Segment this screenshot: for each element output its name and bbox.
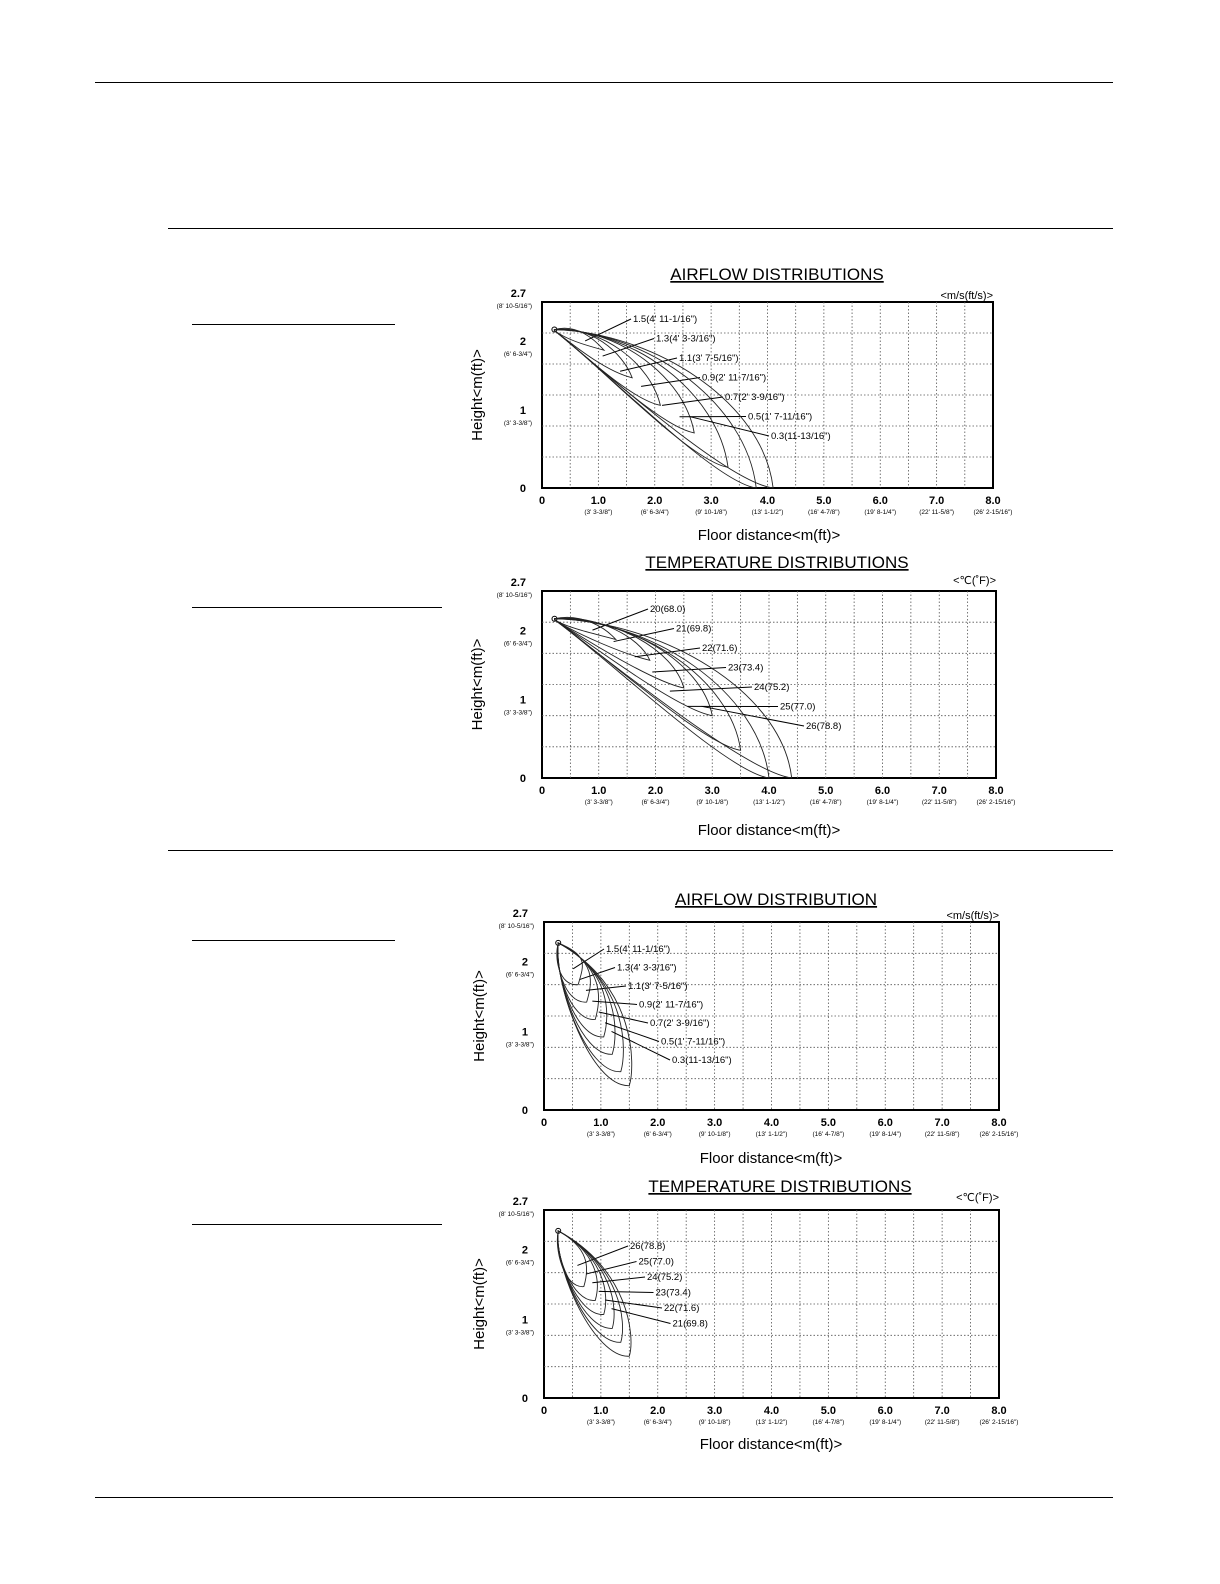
x-tick-sublabel: (3' 3-3/8") bbox=[584, 799, 613, 806]
x-tick-sublabel: (13' 1-1/2") bbox=[755, 1419, 788, 1426]
x-axis-label: Floor distance<m(ft)> bbox=[697, 527, 841, 544]
y-axis-label: Height<m(ft)> bbox=[469, 638, 486, 731]
y-tick-label: 2.7 bbox=[512, 908, 528, 920]
y-tick-label: 2 bbox=[521, 956, 528, 969]
x-tick-sublabel: (9' 10-1/8") bbox=[696, 799, 729, 806]
chart-unit: <℃(˚F)> bbox=[956, 1192, 999, 1204]
y-tick-sublabel: (6' 6-3/4") bbox=[505, 1259, 534, 1267]
x-tick-label: 0 bbox=[538, 785, 546, 797]
y-tick-label: 1 bbox=[519, 405, 526, 418]
x-tick-sublabel: (3' 3-3/8") bbox=[584, 509, 613, 516]
x-tick-label: 2.0 bbox=[650, 1117, 666, 1129]
x-tick-sublabel: (3' 3-3/8") bbox=[586, 1419, 615, 1426]
x-tick-label: 7.0 bbox=[931, 785, 947, 797]
x-tick-label: 7.0 bbox=[928, 495, 945, 507]
section-rule-1 bbox=[168, 228, 1113, 229]
x-tick-sublabel: (22' 11-5/8") bbox=[924, 1131, 960, 1138]
chart-unit: <m/s(ft/s)> bbox=[946, 910, 999, 922]
contour-line bbox=[554, 329, 632, 378]
y-tick-sublabel: (8' 10-5/16") bbox=[496, 303, 532, 310]
contour-line bbox=[554, 330, 773, 488]
contour-label: 23(73.4) bbox=[655, 1287, 691, 1299]
x-tick-label: 0 bbox=[540, 1117, 548, 1129]
x-tick-label: 5.0 bbox=[818, 785, 834, 797]
y-tick-sublabel: (3' 3-3/8") bbox=[505, 1329, 534, 1337]
y-tick-label: 0 bbox=[519, 773, 526, 785]
x-tick-label: 4.0 bbox=[763, 1405, 780, 1417]
x-tick-sublabel: (13' 1-1/2") bbox=[751, 509, 784, 516]
x-tick-sublabel: (19' 8-1/4") bbox=[866, 799, 899, 806]
contour-label: 1.5(4' 11-1/16") bbox=[633, 314, 698, 325]
x-tick-sublabel: (6' 6-3/4") bbox=[640, 509, 669, 516]
section-rule-2 bbox=[168, 850, 1113, 851]
chart-unit: <℃(˚F)> bbox=[953, 575, 996, 587]
contour-label: 1.5(4' 11-1/16") bbox=[606, 944, 671, 955]
x-tick-label: 6.0 bbox=[877, 1117, 893, 1129]
x-tick-label: 4.0 bbox=[759, 495, 776, 507]
y-tick-sublabel: (3' 3-3/8") bbox=[503, 420, 532, 428]
x-tick-label: 1.0 bbox=[593, 1117, 609, 1129]
x-tick-sublabel: (9' 10-1/8") bbox=[695, 509, 727, 516]
y-tick-label: 2 bbox=[521, 1244, 528, 1257]
contour-label: 0.7(2' 3-9/16") bbox=[650, 1018, 710, 1029]
contour-label: 0.7(2' 3-9/16") bbox=[725, 392, 785, 403]
contour-line bbox=[558, 943, 624, 1072]
contour-label: 0.9(2' 11-7/16") bbox=[639, 999, 704, 1011]
y-tick-sublabel: (6' 6-3/4") bbox=[503, 351, 532, 359]
x-tick-sublabel: (13' 1-1/2") bbox=[753, 799, 785, 806]
leader-line bbox=[641, 378, 700, 387]
y-tick-label: 2.7 bbox=[510, 577, 526, 589]
contour-label: 26(78.8) bbox=[806, 721, 842, 732]
x-axis-label: Floor distance<m(ft)> bbox=[699, 1150, 843, 1167]
x-tick-sublabel: (22' 11-5/8") bbox=[921, 799, 957, 806]
contour-label: 24(75.2) bbox=[647, 1272, 683, 1283]
y-axis-label: Height<m(ft)> bbox=[469, 349, 486, 441]
contour-label: 0.5(1' 7-11/16") bbox=[661, 1036, 726, 1048]
contour-label: 26(78.8) bbox=[630, 1241, 666, 1252]
x-tick-sublabel: (16' 4-7/8") bbox=[812, 1131, 845, 1138]
x-tick-label: 3.0 bbox=[703, 495, 719, 507]
x-tick-label: 1.0 bbox=[593, 1405, 609, 1417]
y-tick-label: 1 bbox=[521, 1026, 528, 1039]
leader-line bbox=[662, 397, 723, 405]
contour-label: 22(71.6) bbox=[702, 643, 738, 654]
x-tick-sublabel: (19' 8-1/4") bbox=[869, 1419, 902, 1426]
contour-label: 0.9(2' 11-7/16") bbox=[702, 372, 767, 384]
x-tick-sublabel: (16' 4-7/8") bbox=[812, 1419, 845, 1426]
x-tick-label: 3.0 bbox=[706, 1117, 723, 1129]
x-tick-sublabel: (26' 2-15/16") bbox=[973, 509, 1013, 516]
y-tick-sublabel: (3' 3-3/8") bbox=[505, 1041, 534, 1049]
x-tick-label: 2.0 bbox=[650, 1405, 666, 1417]
x-tick-label: 2.0 bbox=[647, 785, 664, 797]
y-tick-sublabel: (6' 6-3/4") bbox=[505, 971, 534, 979]
leader-line bbox=[599, 1291, 654, 1292]
x-tick-label: 6.0 bbox=[877, 1405, 893, 1417]
top-rule bbox=[95, 82, 1113, 83]
x-tick-sublabel: (22' 11-5/8") bbox=[924, 1419, 960, 1426]
x-tick-label: 3.0 bbox=[704, 785, 720, 797]
chart-title: AIRFLOW DISTRIBUTIONS bbox=[670, 265, 884, 284]
contour-label: 21(69.8) bbox=[676, 623, 712, 635]
x-tick-sublabel: (19' 8-1/4") bbox=[869, 1131, 902, 1138]
leader-line bbox=[592, 1277, 645, 1283]
contour-label: 22(71.6) bbox=[664, 1303, 700, 1314]
x-tick-sublabel: (13' 1-1/2") bbox=[755, 1131, 788, 1138]
x-tick-sublabel: (26' 2-15/16") bbox=[979, 1419, 1019, 1426]
x-tick-sublabel: (16' 4-7/8") bbox=[809, 799, 842, 806]
x-tick-label: 5.0 bbox=[816, 495, 832, 507]
contour-line bbox=[558, 1231, 598, 1301]
leader-line bbox=[612, 1309, 671, 1324]
y-tick-label: 1 bbox=[519, 694, 526, 707]
x-tick-sublabel: (16' 4-7/8") bbox=[808, 509, 840, 516]
contour-label: 25(77.0) bbox=[780, 701, 816, 713]
contour-label: 1.1(3' 7-5/16") bbox=[679, 353, 739, 364]
x-tick-label: 6.0 bbox=[874, 785, 891, 797]
x-axis-label: Floor distance<m(ft)> bbox=[697, 822, 841, 839]
x-tick-label: 2.0 bbox=[647, 495, 663, 507]
x-tick-sublabel: (9' 10-1/8") bbox=[698, 1131, 731, 1138]
x-tick-sublabel: (9' 10-1/8") bbox=[698, 1419, 731, 1426]
y-tick-sublabel: (8' 10-5/16") bbox=[496, 592, 532, 599]
x-tick-sublabel: (26' 2-15/16") bbox=[976, 799, 1016, 806]
x-tick-label: 1.0 bbox=[591, 785, 607, 797]
contour-label: 0.3(11-13/16") bbox=[771, 431, 831, 442]
y-tick-sublabel: (6' 6-3/4") bbox=[503, 640, 532, 648]
airflow-chart-1 bbox=[0, 255, 1220, 555]
x-tick-label: 0 bbox=[538, 495, 546, 507]
chart-title: TEMPERATURE DISTRIBUTIONS bbox=[645, 553, 909, 572]
bottom-rule bbox=[95, 1497, 1113, 1498]
contour-label: 24(75.2) bbox=[754, 682, 790, 693]
contour-label: 1.3(4' 3-3/16") bbox=[656, 333, 716, 345]
y-axis-label: Height<m(ft)> bbox=[471, 970, 488, 1062]
chart-title: AIRFLOW DISTRIBUTION bbox=[674, 890, 878, 909]
x-axis-label: Floor distance<m(ft)> bbox=[699, 1436, 843, 1453]
y-tick-sublabel: (8' 10-5/16") bbox=[498, 923, 534, 930]
x-tick-label: 4.0 bbox=[763, 1117, 780, 1129]
x-tick-label: 5.0 bbox=[820, 1405, 837, 1417]
contour-label: 20(68.0) bbox=[650, 604, 686, 615]
x-tick-sublabel: (6' 6-3/4") bbox=[641, 799, 670, 806]
y-tick-label: 0 bbox=[521, 1105, 528, 1117]
x-tick-sublabel: (6' 6-3/4") bbox=[643, 1419, 672, 1426]
x-tick-label: 8.0 bbox=[988, 785, 1004, 797]
y-tick-label: 0 bbox=[519, 483, 526, 495]
x-tick-label: 6.0 bbox=[872, 495, 888, 507]
x-tick-sublabel: (26' 2-15/16") bbox=[979, 1131, 1019, 1138]
y-tick-sublabel: (8' 10-5/16") bbox=[498, 1211, 534, 1218]
x-tick-label: 5.0 bbox=[820, 1117, 837, 1129]
contour-label: 21(69.8) bbox=[672, 1318, 708, 1330]
y-tick-label: 2 bbox=[519, 336, 526, 349]
leader-line bbox=[592, 609, 648, 630]
contour-line bbox=[557, 943, 590, 1002]
temperature-chart-2 bbox=[0, 1168, 1220, 1468]
x-tick-label: 8.0 bbox=[985, 495, 1001, 507]
contour-label: 1.1(3' 7-5/16") bbox=[628, 981, 688, 992]
y-axis-label: Height<m(ft)> bbox=[471, 1258, 488, 1350]
x-tick-sublabel: (3' 3-3/8") bbox=[586, 1131, 615, 1138]
x-tick-sublabel: (22' 11-5/8") bbox=[919, 509, 955, 516]
x-tick-label: 8.0 bbox=[991, 1117, 1007, 1129]
temperature-chart-1 bbox=[0, 545, 1220, 845]
chart-unit: <m/s(ft/s)> bbox=[940, 290, 993, 302]
y-tick-label: 1 bbox=[521, 1314, 528, 1327]
x-tick-label: 0 bbox=[540, 1405, 548, 1417]
x-tick-label: 4.0 bbox=[761, 785, 777, 797]
x-tick-label: 8.0 bbox=[991, 1405, 1007, 1417]
x-tick-label: 7.0 bbox=[934, 1405, 950, 1417]
x-tick-label: 1.0 bbox=[590, 495, 607, 507]
x-tick-label: 7.0 bbox=[934, 1117, 950, 1129]
contour-label: 23(73.4) bbox=[728, 662, 764, 674]
x-tick-sublabel: (6' 6-3/4") bbox=[643, 1131, 672, 1138]
y-tick-sublabel: (3' 3-3/8") bbox=[503, 709, 532, 717]
contour-label: 1.3(4' 3-3/16") bbox=[617, 962, 677, 974]
x-tick-sublabel: (19' 8-1/4") bbox=[864, 509, 897, 516]
airflow-chart-2 bbox=[0, 880, 1220, 1180]
y-tick-label: 0 bbox=[521, 1393, 528, 1405]
contour-line bbox=[558, 1231, 631, 1356]
contour-label: 0.3(11-13/16") bbox=[672, 1055, 732, 1066]
x-tick-label: 3.0 bbox=[706, 1405, 723, 1417]
chart-title: TEMPERATURE DISTRIBUTIONS bbox=[648, 1177, 912, 1196]
y-tick-label: 2.7 bbox=[510, 288, 526, 300]
contour-label: 25(77.0) bbox=[638, 1256, 674, 1268]
contour-label: 0.5(1' 7-11/16") bbox=[748, 411, 813, 423]
y-tick-label: 2 bbox=[519, 625, 526, 638]
y-tick-label: 2.7 bbox=[512, 1196, 528, 1208]
